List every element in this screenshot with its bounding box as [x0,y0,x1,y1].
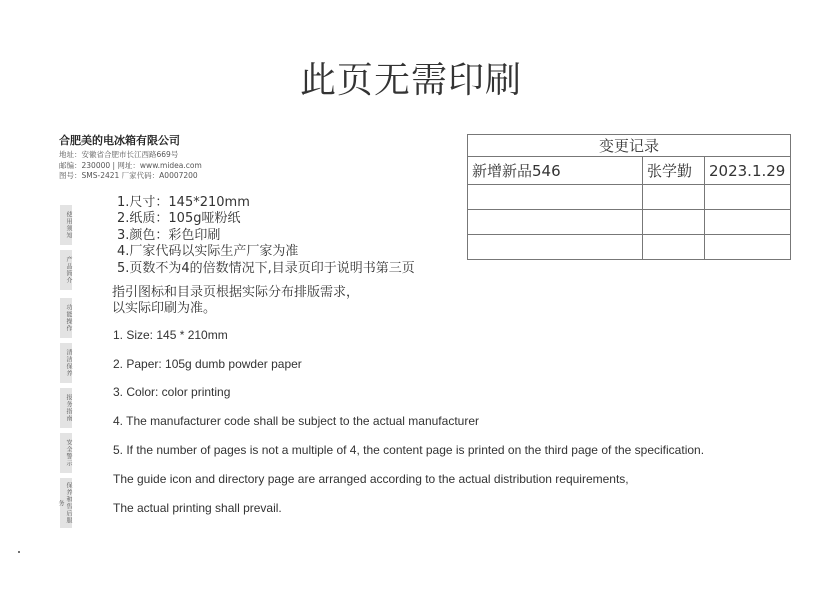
en-spec-manufacturer: 4. The manufacturer code shall be subject to the actual manufacturer [113,414,479,428]
side-tab-intro: 产品简介 [60,250,72,290]
side-tab-safety: 安全警示 [60,433,72,473]
cn-spec-manufacturer: 4.厂家代码以实际生产厂家为准 [117,244,299,260]
table-cell: 张学勤 [643,157,705,185]
en-spec-color: 3. Color: color printing [113,385,231,399]
stray-dot [18,551,20,553]
company-postcode-website: 邮编：230000 | 网址：www.midea.com [59,160,202,170]
table-cell [468,235,643,260]
table-cell: 新增新品546 [468,157,643,185]
cn-spec-list [117,195,415,277]
change-log-header: 变更记录 [468,135,791,157]
page-title: 此页无需印刷 [299,60,522,101]
cn-note-prevail: 以实际印刷为准。 [112,301,217,316]
company-address: 地址：安徽省合肥市长江西路669号 [59,150,179,159]
side-tab-after-sales: 保养和售后服务 [60,478,72,528]
side-tab-cleaning: 清洁保养 [60,343,72,383]
en-spec-pages: 5. If the number of pages is not a multiple of 4, the content page is printed on the third page of the specification. [113,443,705,457]
table-row [468,185,791,210]
en-note-guide: The guide icon and directory page are arranged according to the actual distribution requirements, [113,472,629,486]
company-drawing-number: 图号：SMS-2421 厂家代码：A0007200 [59,171,198,180]
side-tab-service-guide: 报务指南 [60,388,72,428]
side-tab-functions: 功能操作 [60,298,72,338]
cn-note-block [112,285,359,317]
table-cell [468,210,643,235]
table-cell: 2023.1.29 [705,157,791,185]
table-cell [643,210,705,235]
table-cell [643,235,705,260]
table-row [468,235,791,260]
table-cell [705,210,791,235]
side-tab-usage: 使用须知 [60,205,72,245]
table-cell [643,185,705,210]
table-row [468,157,791,185]
en-note-prevail: The actual printing shall prevail. [113,501,282,515]
table-cell [468,185,643,210]
cn-note-guide: 指引图标和目录页根据实际分布排版需求， [112,285,360,300]
cn-spec-color: 3.颜色：彩色印刷 [117,227,221,243]
table-row [468,210,791,235]
cn-spec-pages: 5.页数不为4的倍数情况下,目录页印于说明书第三页 [117,260,415,276]
cn-spec-size: 1.尺寸：145*210mm [117,195,250,210]
change-log-table [467,134,791,260]
table-cell [705,185,791,210]
table-cell [705,235,791,260]
cn-spec-paper: 2.纸质：105g哑粉纸 [117,211,241,227]
company-name: 合肥美的电冰箱有限公司 [59,134,180,147]
en-spec-paper: 2. Paper: 105g dumb powder paper [113,357,302,371]
en-spec-size: 1. Size: 145 * 210mm [113,328,228,342]
company-info [59,132,419,182]
